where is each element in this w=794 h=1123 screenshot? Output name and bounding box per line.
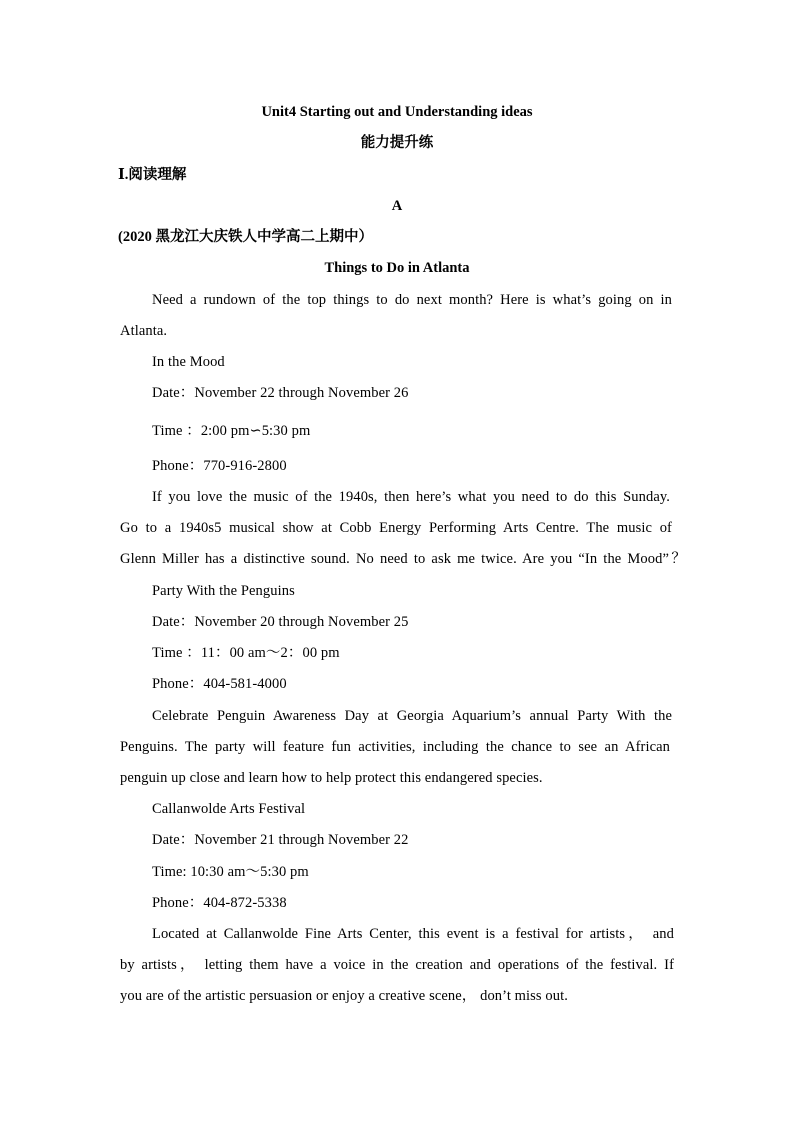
event-time: Time ：2:00 pm∽5:30 pm xyxy=(152,423,311,439)
intro-paragraph-line: Need a rundown of the top things to do next month? Here is what’s going on in xyxy=(152,292,672,308)
event-description-line: Celebrate Penguin Awareness Day at Georgia Aquarium’s annual Party With the xyxy=(152,708,672,724)
event-description-line: Penguins. The party will feature fun activities, including the chance to see an African xyxy=(120,739,670,755)
intro-paragraph-line: Atlanta. xyxy=(120,323,168,339)
event-description-line: penguin up close and learn how to help protect this endangered species. xyxy=(120,770,543,786)
section-heading: Ⅰ.阅读理解 xyxy=(118,167,187,183)
event-name: Party With the Penguins xyxy=(152,583,295,599)
event-name: In the Mood xyxy=(152,354,225,370)
event-phone: Phone：404-872-5338 xyxy=(152,895,287,911)
event-description-line: by artists， letting them have a voice in the creation and operations of the festival. If xyxy=(120,957,674,973)
event-time: Time ：11：00 am～2：00 pm xyxy=(152,645,340,661)
event-date: Date：November 20 through November 25 xyxy=(152,614,409,630)
event-name: Callanwolde Arts Festival xyxy=(152,801,306,817)
event-time: Time: 10:30 am～5:30 pm xyxy=(152,864,309,880)
event-date: Date：November 22 through November 26 xyxy=(152,385,409,401)
event-description-line: Go to a 1940s5 musical show at Cobb Energy Performing Arts Centre. The music of xyxy=(120,520,672,536)
part-label: A xyxy=(391,198,403,214)
event-description-line: Glenn Miller has a distinctive sound. No need to ask me twice. Are you “In the Mood”？ xyxy=(120,551,686,567)
article-title: Things to Do in Atlanta xyxy=(324,260,470,276)
exercise-subtitle: 能力提升练 xyxy=(360,135,434,151)
event-phone: Phone：770-916-2800 xyxy=(152,458,287,474)
source-note: (2020 黑龙江大庆铁人中学高二上期中） xyxy=(118,229,373,245)
unit-title: Unit4 Starting out and Understanding ideas xyxy=(261,104,533,120)
event-description-line: Located at Callanwolde Fine Arts Center, this event is a festival for artists， and xyxy=(152,926,674,942)
event-description-line: you are of the artistic persuasion or enjoy a creative scene， don’t miss out. xyxy=(120,988,568,1004)
event-description-line: If you love the music of the 1940s, then here’s what you need to do this Sunday. xyxy=(152,489,670,505)
event-phone: Phone：404-581-4000 xyxy=(152,676,287,692)
event-date: Date：November 21 through November 22 xyxy=(152,832,409,848)
